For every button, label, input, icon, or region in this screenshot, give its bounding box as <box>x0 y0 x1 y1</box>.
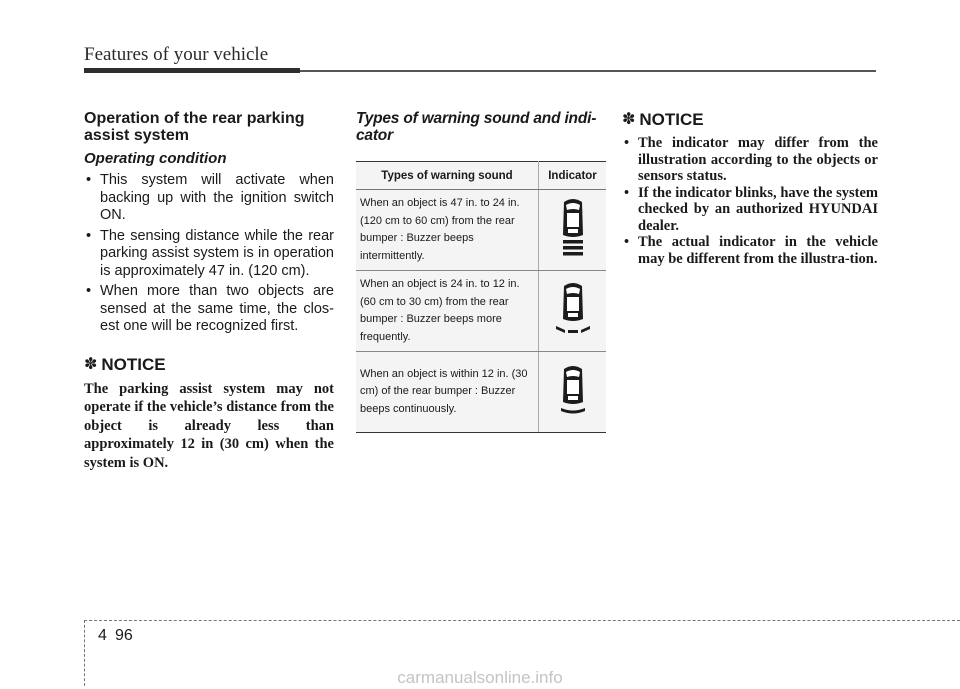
list-item: • This system will activate when backing up with the ignition switch ON. <box>84 172 334 225</box>
list-item: • If the indicator blinks, have the system checked by an authorized HYUNDAI dealer. <box>622 185 878 235</box>
middle-column <box>356 110 606 433</box>
notice-asterisk-icon: ✽ <box>84 355 98 373</box>
indicator-cell <box>539 352 607 433</box>
watermark: carmanualsonline.info <box>397 668 563 687</box>
footer-dashed-rule <box>84 620 960 621</box>
table-header-sound: Types of warning sound <box>356 162 539 190</box>
right-column <box>622 110 878 267</box>
section-number: 4 <box>98 627 107 644</box>
operating-condition-subtitle: Operating condition <box>84 150 227 167</box>
warning-description: When an object is 47 in. to 24 in. (120 cm to 60 cm) from the rear bumper : Buzzer beeps intermittently. <box>356 190 539 271</box>
list-item: • The indicator may differ from the illustration according to the objects or sensors status. <box>622 135 878 185</box>
page-number: 96 <box>115 627 133 644</box>
table-row <box>356 190 606 271</box>
car-three-bars-icon <box>557 197 589 259</box>
list-item: • When more than two objects are sensed at the same time, the clos-est one will be recognized first. <box>84 283 334 336</box>
indicator-cell <box>539 271 607 352</box>
notice-heading <box>84 355 334 375</box>
list-item: • The actual indicator in the vehicle may be different from the illustra-tion. <box>622 234 878 267</box>
warning-types-title: Types of warning sound and indi-cator <box>356 110 597 144</box>
table-row <box>356 271 606 352</box>
left-column <box>84 110 334 472</box>
car-two-bars-icon <box>553 281 593 337</box>
warning-description: When an object is within 12 in. (30 cm) of the rear bumper : Buzzer beeps continuously. <box>356 352 539 433</box>
notice-heading <box>622 110 878 130</box>
table-row <box>356 352 606 433</box>
car-one-bar-icon <box>557 364 589 416</box>
notice-title: NOTICE <box>639 110 704 129</box>
operating-condition-list <box>84 172 334 336</box>
table-header-indicator: Indicator <box>539 162 607 190</box>
warning-sound-table <box>356 161 606 433</box>
notice-list <box>622 135 878 267</box>
notice-asterisk-icon: ✽ <box>622 111 636 128</box>
page-header-title: Features of your vehicle <box>84 44 269 65</box>
header-rule-thin <box>300 70 876 72</box>
list-item: • The sensing distance while the rear parking assist system is in operation is approximately 47 in. (120 cm). <box>84 228 334 281</box>
notice-text: The parking assist system may not operate if the vehicle’s distance from the object is already less than approximately 12 in (30 cm) when the system is ON. <box>84 380 334 471</box>
notice-title: NOTICE <box>101 354 166 374</box>
indicator-cell <box>539 190 607 271</box>
header-rule-thick <box>84 68 300 73</box>
section-title: Operation of the rear parking assist system <box>84 110 305 144</box>
warning-description: When an object is 24 in. to 12 in. (60 cm to 30 cm) from the rear bumper : Buzzer beeps more frequently. <box>356 271 539 352</box>
